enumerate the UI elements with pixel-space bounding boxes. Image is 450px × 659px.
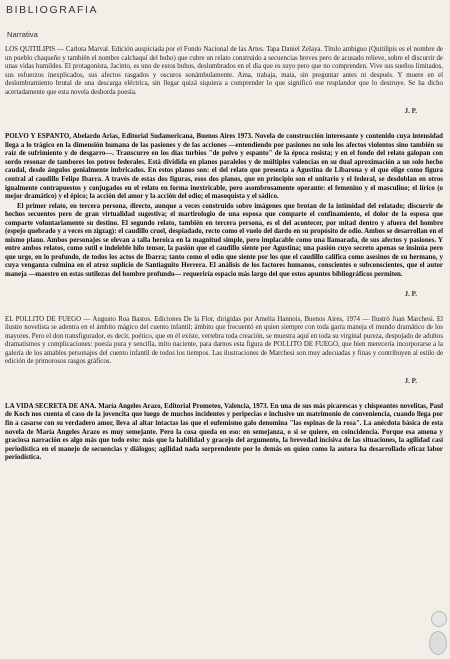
section-title: Narrativa — [7, 30, 38, 39]
review-signature: J. P. — [404, 107, 417, 116]
review-polvo-y-espanto — [5, 133, 443, 297]
scan-mark — [431, 611, 447, 627]
scan-mark — [429, 631, 447, 655]
review-quitilipis — [5, 46, 443, 115]
review-paragraph: POLVO Y ESPANTO, Abelardo Arias, Editorial Sudamericana, Buenos Aires 1973. Novela de construcción interesante y contenido cuya intensidad llega a lo trágico en la dimensión humana de las pasiones y de las acciones —entendiendo por pasiones no solo los afectos violentos sino también su raíz de sufrimiento y de desgarro—. Transcurre en los días turbios "de polvo y espanto" de la época rosista; y en el fondo del relato galopan con sordo resonar de tambores los potros federales. Está dividida en planos paralelos y de múltiples valencias en su dual aproximación a un solo hecho caudal, desde ángulos genialmente imbricados. En estos planos son: el del relato que presenta a Agustina de Libarona y el que elige como figura central al caudillo Felipe Ibarra. A través de estas dos figuras, esos dos planos, que en principio son el unitario y el federal, se desdoblan en otros igualmente contrapuestos y conjugados en el relato en forma inextricable, pero asombrosamente operante: el femenino y el masculino; el lírico (o mejor dramático) y el épico; la acción del amor y la acción del odio; el masoquista y el sádico. — [5, 133, 443, 201]
review-paragraph: El primer relato, en tercera persona, directo, aunque a veces construido sobre imágenes que brotan de la intimidad del relatado; discurrir de hechos secuentes pero de gran virtualidad sugestiva; el martirologio de una esposa que comparte el confinamiento, el dolor de la esposa que comparte voluntariamente su destino. El segundo relato, también en tercera persona, es el del acontecer, por mitad dentro y afuera del hombre (espejo quebrado y a veces en zigzag): el caudillo cruel, despiadado, recto como el vuelo del dardo en su propósito de odio. Ambos se desarrollan en el mismo plano. Ambos personajes se elevan a talla heroica en la magnitud simple, pero implacable como una llamarada, de sus afectos y pasiones. Y entre ambos relatos, como sutil e indeleble hilo tensor, la pasión que el caudillo siente por Agustina; una pasión cuyo secreto apenas se insinúa pero que urge, en lo profundo, de todos los actos de Ibarra; tanto como el odio que siente por los que el caudillo califica como asesinos de su hermano, y cuya venganza culmina en el atroz suplicio de Santiaguito Herrera. El análisis de los factores humanos, conscientes o subconscientes, que el autor maneja —maestro en estas sutilezas del hombre profundo— requeriría espacio más largo del que estos apuntes bibliográficos permiten. — [5, 202, 443, 279]
review-signature: J. P. — [404, 289, 417, 298]
review-paragraph: EL POLLITO DE FUEGO — Augusto Roa Bastos. Ediciones De la Flor, dirigidas por Amelia Hannois, Buenos Aires, 1974 — Ilustró Juan Marchesi. El ilustre novelista se adentra en el ámbito mágico del cuento infantil; ámbito que frecuentó en quien siempre con toda garra maneja el mundo dramático de los mayores. Pero el don transfigurador, es decir, poético, que en él existe, vertebra toda creación, se muestra aquí en toda su virginal pureza, despojado de adultos dramatismos y complicaciones: poesía pura y sencilla, mito naciente, para darnos esta figura de POLLITO DE FUEGO, que bien merecería incorporarse a la galería de los amables personajes del cuento infantil de todos los tiempos. Las ilustraciones de Marchesi son muy adecuadas y finas y contribuyen al estilo de edición de primorosos rasgos gráficos. — [5, 315, 443, 366]
page — [3, 4, 445, 463]
page-header: BIBLIOGRAFIA — [6, 4, 99, 16]
review-signature: J. P. — [404, 376, 417, 385]
review-paragraph: LA VIDA SECRETA DE ANA. María Angeles Arazo, Editorial Prometeo, Valencia, 1973. En una de sus más picarescas y chispeantes novelitas, Paul de Koch nos cuenta el caso de la jovencita que luego de muchos incidentes y peripecias e inclusive un matrimonio de conveniencia, cuando llega por fin a casarse con su verdadero amor, lleva al altar intactas las que el eufemismo galo denomina "las espinas de la rosa". La anécdota básica de esta novela de María Angeles Arazo es muy semejante. Pero la cosa queda en eso: en semejanza, o si se quiere, en coincidencia. Porque esa amena y graciosa narración es algo más que todo esto: más que la habilidad y gracejo del argumento, la brevedad incisiva de las situaciones, la agilidad casi periodística en el manejo de secuencias y diálogos; agilidad nada sorprendente por lo demás en quien como la autora ha desarrollado eficaz labor periodística. — [5, 402, 443, 462]
review-vida-secreta-de-ana — [5, 403, 443, 463]
review-pollito-de-fuego — [5, 316, 443, 385]
review-paragraph: LOS QUITILIPIS — Carlota Marval. Edición auspiciada por el Fondo Nacional de las Artes. Tapa Daniel Zelaya. Título ambiguo (Quitilipis es el nombre de un pueblo chaqueño y también el nombre calchaquí del buho) que cubre un relato construido a secuencias breves pero de acusado relieve, sobre el discurrir de unas vidas humildes. El protagonista, Jacinto, es uno de estos buhos, deslumbrados en el día que es suyo pero que no comprenden. Vive sus sueños limitados, sus esfuerzos inexplicados, sus afectos rasgados y oscuros sonámbulamente. Ama, trabaja, mata, sin preguntar antes ni después. Y muere en el deslumbramiento brutal de una descarga eléctrica, sin llegar quizá siquiera a comprender lo que significó ese resplandor que lo destruye. Se ha dicho acertadamente que esta novela desborda poesía. — [5, 46, 443, 96]
